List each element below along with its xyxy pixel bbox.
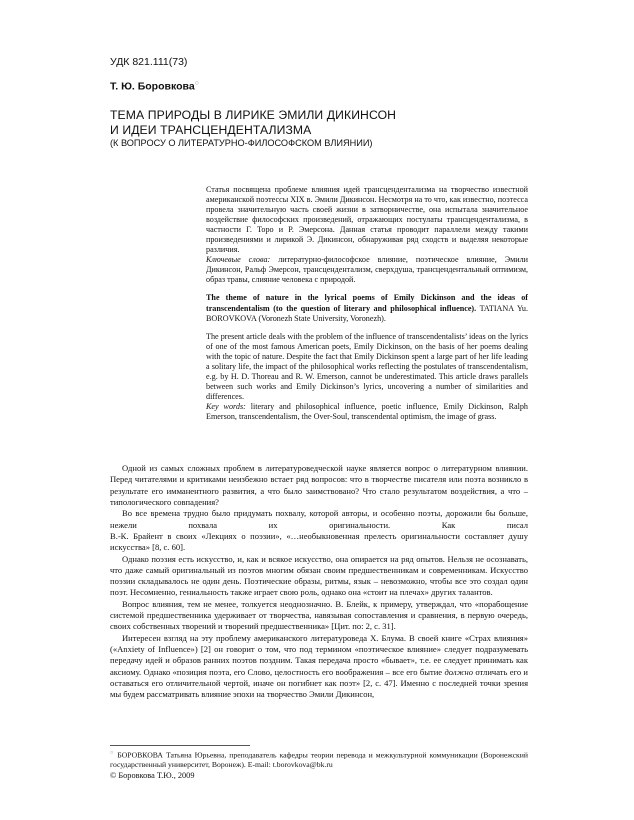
article-title	[110, 108, 530, 138]
footnote-symbol: ○	[110, 750, 115, 756]
keywords-en-label: Key words:	[206, 401, 246, 411]
paragraph-5-part-b: отличать его и оставаться его отличительной чертой, иначе он погибнет как поэт» [2, с. 47]. Именно с последней точки зрения мы будем рассматривать влияние эпохи на творчество Эмили Дикинсон,	[110, 666, 529, 700]
paragraph-1: Одной из самых сложных проблем в литературоведческой науке является вопрос о литературном влиянии. Перед читателями и критиками неизбежно встает ряд вопросов: что в творчестве писателя или поэта возникло в результате его имманентного развития, а что было заимствовано? Что стало результатом воздействия, а что – типологического совпадения?	[110, 463, 528, 507]
author-name-text: Т. Ю. Боровкова	[110, 80, 195, 93]
paragraph-5	[110, 633, 528, 701]
article-subtitle: (К ВОПРОСУ О ЛИТЕРАТУРНО-ФИЛОСОФСКОМ ВЛИЯНИИ)	[110, 138, 373, 148]
abstract-en-affiliation: (Voronezh State University, Voronezh).	[258, 313, 386, 323]
abstract-en: The present article deals with the problem of the influence of transcendentalists’ ideas on the lyrics of one of the most famous American poets, Emily Dickinson, on the basis of her poems dealing with the topic of nature. Despite the fact that Emily Dickinson spent a large part of her life leading a solitary life, the impact of the philosophical works reflecting the postulates of transcendentalism, e.g. by H. D. Thoreau and R. W. Emerson, cannot be underestimated. This article draws parallels between such works and Emily Dickinson’s lyrics, uncovering a number of similarities and differences.	[206, 331, 528, 401]
udk-code: УДК 821.111(73)	[110, 56, 188, 68]
keywords-en-text: literary and philosophical influence, poetic influence, Emily Dickinson, Ralph Emerson, transcendentalism, the Over-Soul, transcendental optimism, the image of grass.	[206, 401, 528, 421]
paragraph-4: Вопрос влияния, тем не менее, толкуется неоднозначно. В. Блейк, к примеру, утверждал, что «порабощение системой предшественника удерживает от творчества, навязывая сопоставления и сравнения, в первую очередь, своих собственных творений и творений предшественника» [Цит. по: 2, с. 31].	[110, 598, 528, 632]
copyright: © Боровкова Т.Ю., 2009	[110, 771, 195, 780]
keywords-en	[206, 402, 528, 422]
footnote-mark: ○	[194, 80, 199, 87]
author-name	[110, 80, 199, 93]
abstract-block	[206, 185, 528, 422]
abstract-en-title: The theme of nature in the lyrical poems of Emily Dickinson and the ideas of transcendentalism (to the question of literary and philosophical influence).	[206, 293, 528, 313]
keywords-ru-label: Ключевые слова:	[206, 255, 271, 265]
paragraph-3: Однако поэзия есть искусство, и, как и всякое искусство, она опирается на ряд опытов. Нельзя не осознавать, что даже самый оригинальный из поэтов многим обязан своим предшественникам и современникам. Искусство поэзии складывалось не один день. Поэтические образы, ритмы, язык – невозможно, чтобы все это создал один поэт. Несомненно, гениальность также играет свою роль, однако она «стоит на плечах» других талантов.	[110, 553, 528, 598]
footnote	[110, 749, 528, 770]
paragraph-2-end: В.-К. Брайент в своих «Лекциях о поэзии», «…необыкновенная прелесть оригинальности составляет душу искусства» [8, с. 60].	[110, 530, 528, 553]
abstract-en-author: TATIANA Yu. BOROVKOVA	[206, 303, 529, 323]
article-body	[110, 463, 528, 701]
footnote-divider	[110, 745, 250, 746]
title-line-1: ТЕМА ПРИРОДЫ В ЛИРИКЕ ЭМИЛИ ДИКИНСОН	[110, 108, 397, 122]
paragraph-5-part-a: Интересен взгляд на эту проблему американского литературоведа Х. Блума. В своей книге «Страх влияния» («Anxiety of Influence») [2] он говорит о том, что под термином «поэтическое влияние» следует подразумевать передачу идей и образов ранних поэтов поздним. Такая передача просто «бывает», т.е. ее следует принимать как аксиому. Однако «позиция поэта, его Слово, целостность его воображения – все его бытие	[110, 632, 528, 677]
footnote-body: БОРОВКОВА Татьяна Юрьевна, преподаватель кафедры теории перевода и межкультурной коммуникации (Воронежский государственный университет, Воронеж). E-mail: t.borovkova@bk.ru	[110, 750, 528, 770]
footnote-text	[110, 749, 528, 770]
abstract-ru: Статья посвящена проблеме влияния идей трансцендентализма на творчество известной американской поэтессы XIX в. Эмили Дикинсон. Несмотря на то что, как известно, поэтесса провела значительную часть своей жизни в затворничестве, она испытала значительное воздействие философских произведений, отражающих постулаты трансцендентализма, в частности Г. Торо и Р. Эмерсона. Данная статья проводит параллели между такими произведениями и лирикой Э. Дикинсон, обнаруживая ряд сходств и выделяя некоторые различия.	[206, 185, 528, 255]
paragraph-5-emphasis: должно	[444, 666, 474, 677]
paragraph-2-start: Во все времена трудно было придумать похвалу, которой авторы, и особенно поэты, дорожили бы больше, нежели похвала их оригинальности. Как писал	[110, 508, 528, 530]
keywords-ru-text: литературно-философское влияние, поэтическое влияние, Эмили Дикинсон, Ральф Эмерсон, трансцендентализм, сверхдуша, трансцендентальный оптимизм, образ травы, слияние человека с природой.	[206, 255, 529, 285]
title-line-2: И ИДЕИ ТРАНСЦЕНДЕНТАЛИЗМА	[110, 123, 312, 137]
keywords-ru	[206, 255, 528, 285]
abstract-en-heading	[206, 293, 528, 323]
